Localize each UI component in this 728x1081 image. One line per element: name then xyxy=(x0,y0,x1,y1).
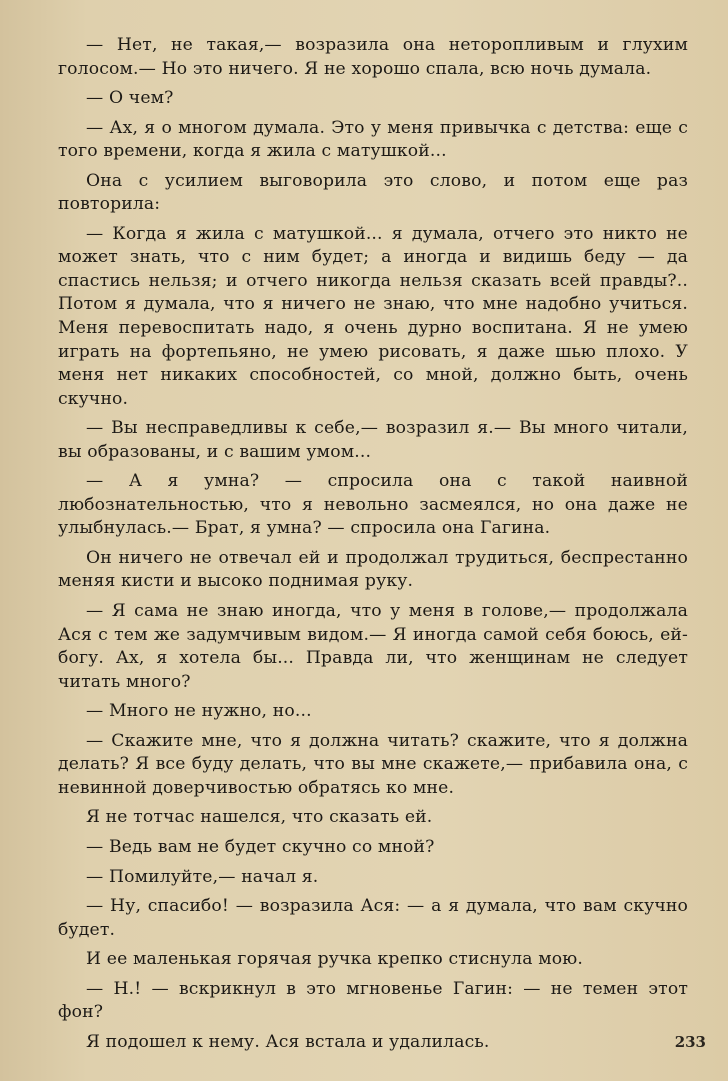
paragraph: — Я сама не знаю иногда, что у меня в голове,— продолжала Ася с тем же задумчивым видом.— Я иногда самой себя боюсь, ей-богу. Ах, я хотела бы... Правда ли, что женщинам не следует читать много? xyxy=(58,601,688,692)
paragraph: Он ничего не отвечал ей и продолжал трудиться, беспрестанно меняя кисти и высоко поднимая руку. xyxy=(58,547,688,592)
paragraph: — Скажите мне, что я должна читать? скажите, что я должна делать? Я все буду делать, что вы мне скажете,— прибавила она, с невинной доверчивостью обратясь ко мне. xyxy=(58,730,688,798)
paragraph: — Помилуйте,— начал я. xyxy=(86,866,319,887)
paragraph: — А я умна? — спросила она с такой наивной любознательностью, что я невольно засмеялся, но она даже не улыбнулась.— Брат, я умна? — спросила она Гагина. xyxy=(58,471,688,539)
paragraph: — Н.! — вскрикнул в это мгновенье Гагин: — не темен этот фон? xyxy=(58,978,688,1023)
paragraph: И ее маленькая горячая ручка крепко стиснула мою. xyxy=(86,949,583,970)
paragraph: — Ну, спасибо! — возразила Ася: — а я думала, что вам скучно будет. xyxy=(58,896,688,940)
page-text xyxy=(58,34,688,1054)
paragraph: — Много не нужно, но... xyxy=(86,701,312,722)
paragraph: — Ведь вам не будет скучно со мной? xyxy=(86,836,435,857)
paragraph: Я не тотчас нашелся, что сказать ей. xyxy=(86,807,433,828)
paragraph: — Ах, я о многом думала. Это у меня привычка с детства: еще с того времени, когда я жила с матушкой... xyxy=(58,117,688,162)
paragraph: — Вы несправедливы к себе,— возразил я.— Вы много читали, вы образованы, и с вашим умом... xyxy=(58,418,688,462)
paragraph: — Нет, не такая,— возразила она неторопливым и глухим голосом.— Но это ничего. Я не хорошо спала, всю ночь думала. xyxy=(58,35,688,79)
page-number: 233 xyxy=(674,1033,706,1051)
paragraph: — Когда я жила с матушкой... я думала, отчего это никто не может знать, что с ним будет; а иногда и видишь беду — да спастись нельзя; и отчего никогда нельзя сказать всей правды?.. Потом я думала, что я ничего не знаю, что мне надобно учиться. Меня перевоспитать надо, я очень дурно воспитана. Я не умею играть на фортепьяно, не умею рисовать, я даже шью плохо. У меня нет никаких способностей, со мной, должно быть, очень скучно. xyxy=(58,223,688,409)
paragraph: Я подошел к нему. Ася встала и удалилась. xyxy=(86,1031,490,1052)
paragraph: Она с усилием выговорила это слово, и потом еще раз повторила: xyxy=(58,170,688,215)
paragraph: — О чем? xyxy=(86,88,174,109)
